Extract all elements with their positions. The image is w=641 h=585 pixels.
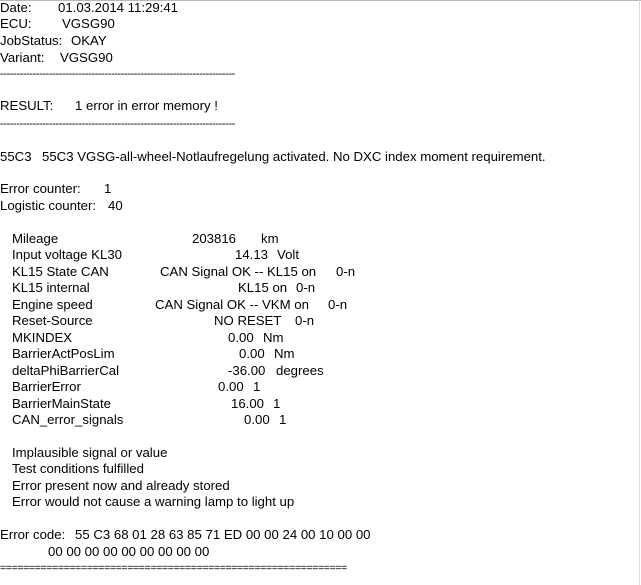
status-line: Test conditions fulfilled [12,461,144,476]
right-border [639,0,640,585]
error-code-label: Error code: [0,527,66,542]
env-name-kl15-internal: KL15 internal [12,280,90,295]
env-unit-delta-phi-barrier-cal: degrees [276,363,324,378]
error-code-short: 55C3 [0,149,32,164]
variant-label: Variant: [0,50,45,65]
env-value-delta-phi-barrier-cal: -36.00 [228,363,266,378]
env-name-barrier-act-pos-lim: BarrierActPosLim [12,346,115,361]
logistic-counter-label: Logistic counter: [0,198,97,213]
env-name-input-voltage: Input voltage KL30 [12,247,122,262]
error-counter-label: Error counter: [0,181,81,196]
env-value-mileage: 203816 [192,231,237,246]
env-value-barrier-main-state: 16.00 [231,396,265,411]
ecu-label: ECU: [0,16,32,31]
separator-dash-1: ------------------------------------------------------------------------ [0,68,235,80]
env-name-can-error-signals: CAN_error_signals [12,412,124,427]
env-unit-mkindex: Nm [263,330,284,345]
env-value-mkindex: 0.00 [228,330,254,345]
logistic-counter-value: 40 [108,198,123,213]
env-unit-reset-source: 0-n [295,313,315,328]
env-value-kl15-internal: KL15 on [238,280,288,295]
env-name-mileage: Mileage [12,231,59,246]
error-code-bytes-line2: 00 00 00 00 00 00 00 00 00 [48,544,210,559]
result-label: RESULT: [0,98,54,113]
env-unit-kl15-internal: 0-n [296,280,316,295]
env-value-can-error-signals: 0.00 [244,412,270,427]
variant-value: VGSG90 [60,50,113,65]
status-line: Error would not cause a warning lamp to light up [12,494,295,509]
env-unit-can-error-signals: 1 [279,412,287,427]
status-line: Error present now and already stored [12,478,230,493]
env-name-barrier-main-state: BarrierMainState [12,396,111,411]
error-counter-value: 1 [104,181,112,196]
result-value: 1 error in error memory ! [75,98,218,113]
env-value-barrier-error: 0.00 [218,379,244,394]
env-value-barrier-act-pos-lim: 0.00 [239,346,265,361]
env-unit-engine-speed: 0-n [328,297,348,312]
env-value-input-voltage: 14.13 [235,247,269,262]
status-line: Implausible signal or value [12,445,168,460]
env-name-barrier-error: BarrierError [12,379,81,394]
env-name-reset-source: Reset-Source [12,313,93,328]
date-label: Date: [0,0,32,15]
env-unit-mileage: km [261,231,279,246]
env-unit-input-voltage: Volt [277,247,299,262]
separator-dash-2: ------------------------------------------------------------------------ [0,118,235,130]
env-unit-barrier-act-pos-lim: Nm [274,346,295,361]
error-description: 55C3 VGSG-all-wheel-Notlaufregelung activated. No DXC index moment requirement. [42,149,546,164]
env-name-engine-speed: Engine speed [12,297,93,312]
env-value-reset-source: NO RESET [214,313,282,328]
env-name-kl15-state-can: KL15 State CAN [12,264,109,279]
jobstatus-label: JobStatus: [0,33,63,48]
env-unit-kl15-state-can: 0-n [336,264,356,279]
env-value-engine-speed: CAN Signal OK -- VKM on [155,297,309,312]
ecu-value: VGSG90 [62,16,115,31]
error-code-bytes-line1: 55 C3 68 01 28 63 85 71 ED 00 00 24 00 10 00 00 [75,527,371,542]
date-value: 01.03.2014 11:29:41 [58,0,179,15]
separator-equals: ============================================================ [0,562,347,574]
env-unit-barrier-error: 1 [253,379,261,394]
env-value-kl15-state-can: CAN Signal OK -- KL15 on [160,264,317,279]
env-name-mkindex: MKINDEX [12,330,73,345]
env-unit-barrier-main-state: 1 [273,396,281,411]
jobstatus-value: OKAY [71,33,107,48]
env-name-delta-phi-barrier-cal: deltaPhiBarrierCal [12,363,120,378]
